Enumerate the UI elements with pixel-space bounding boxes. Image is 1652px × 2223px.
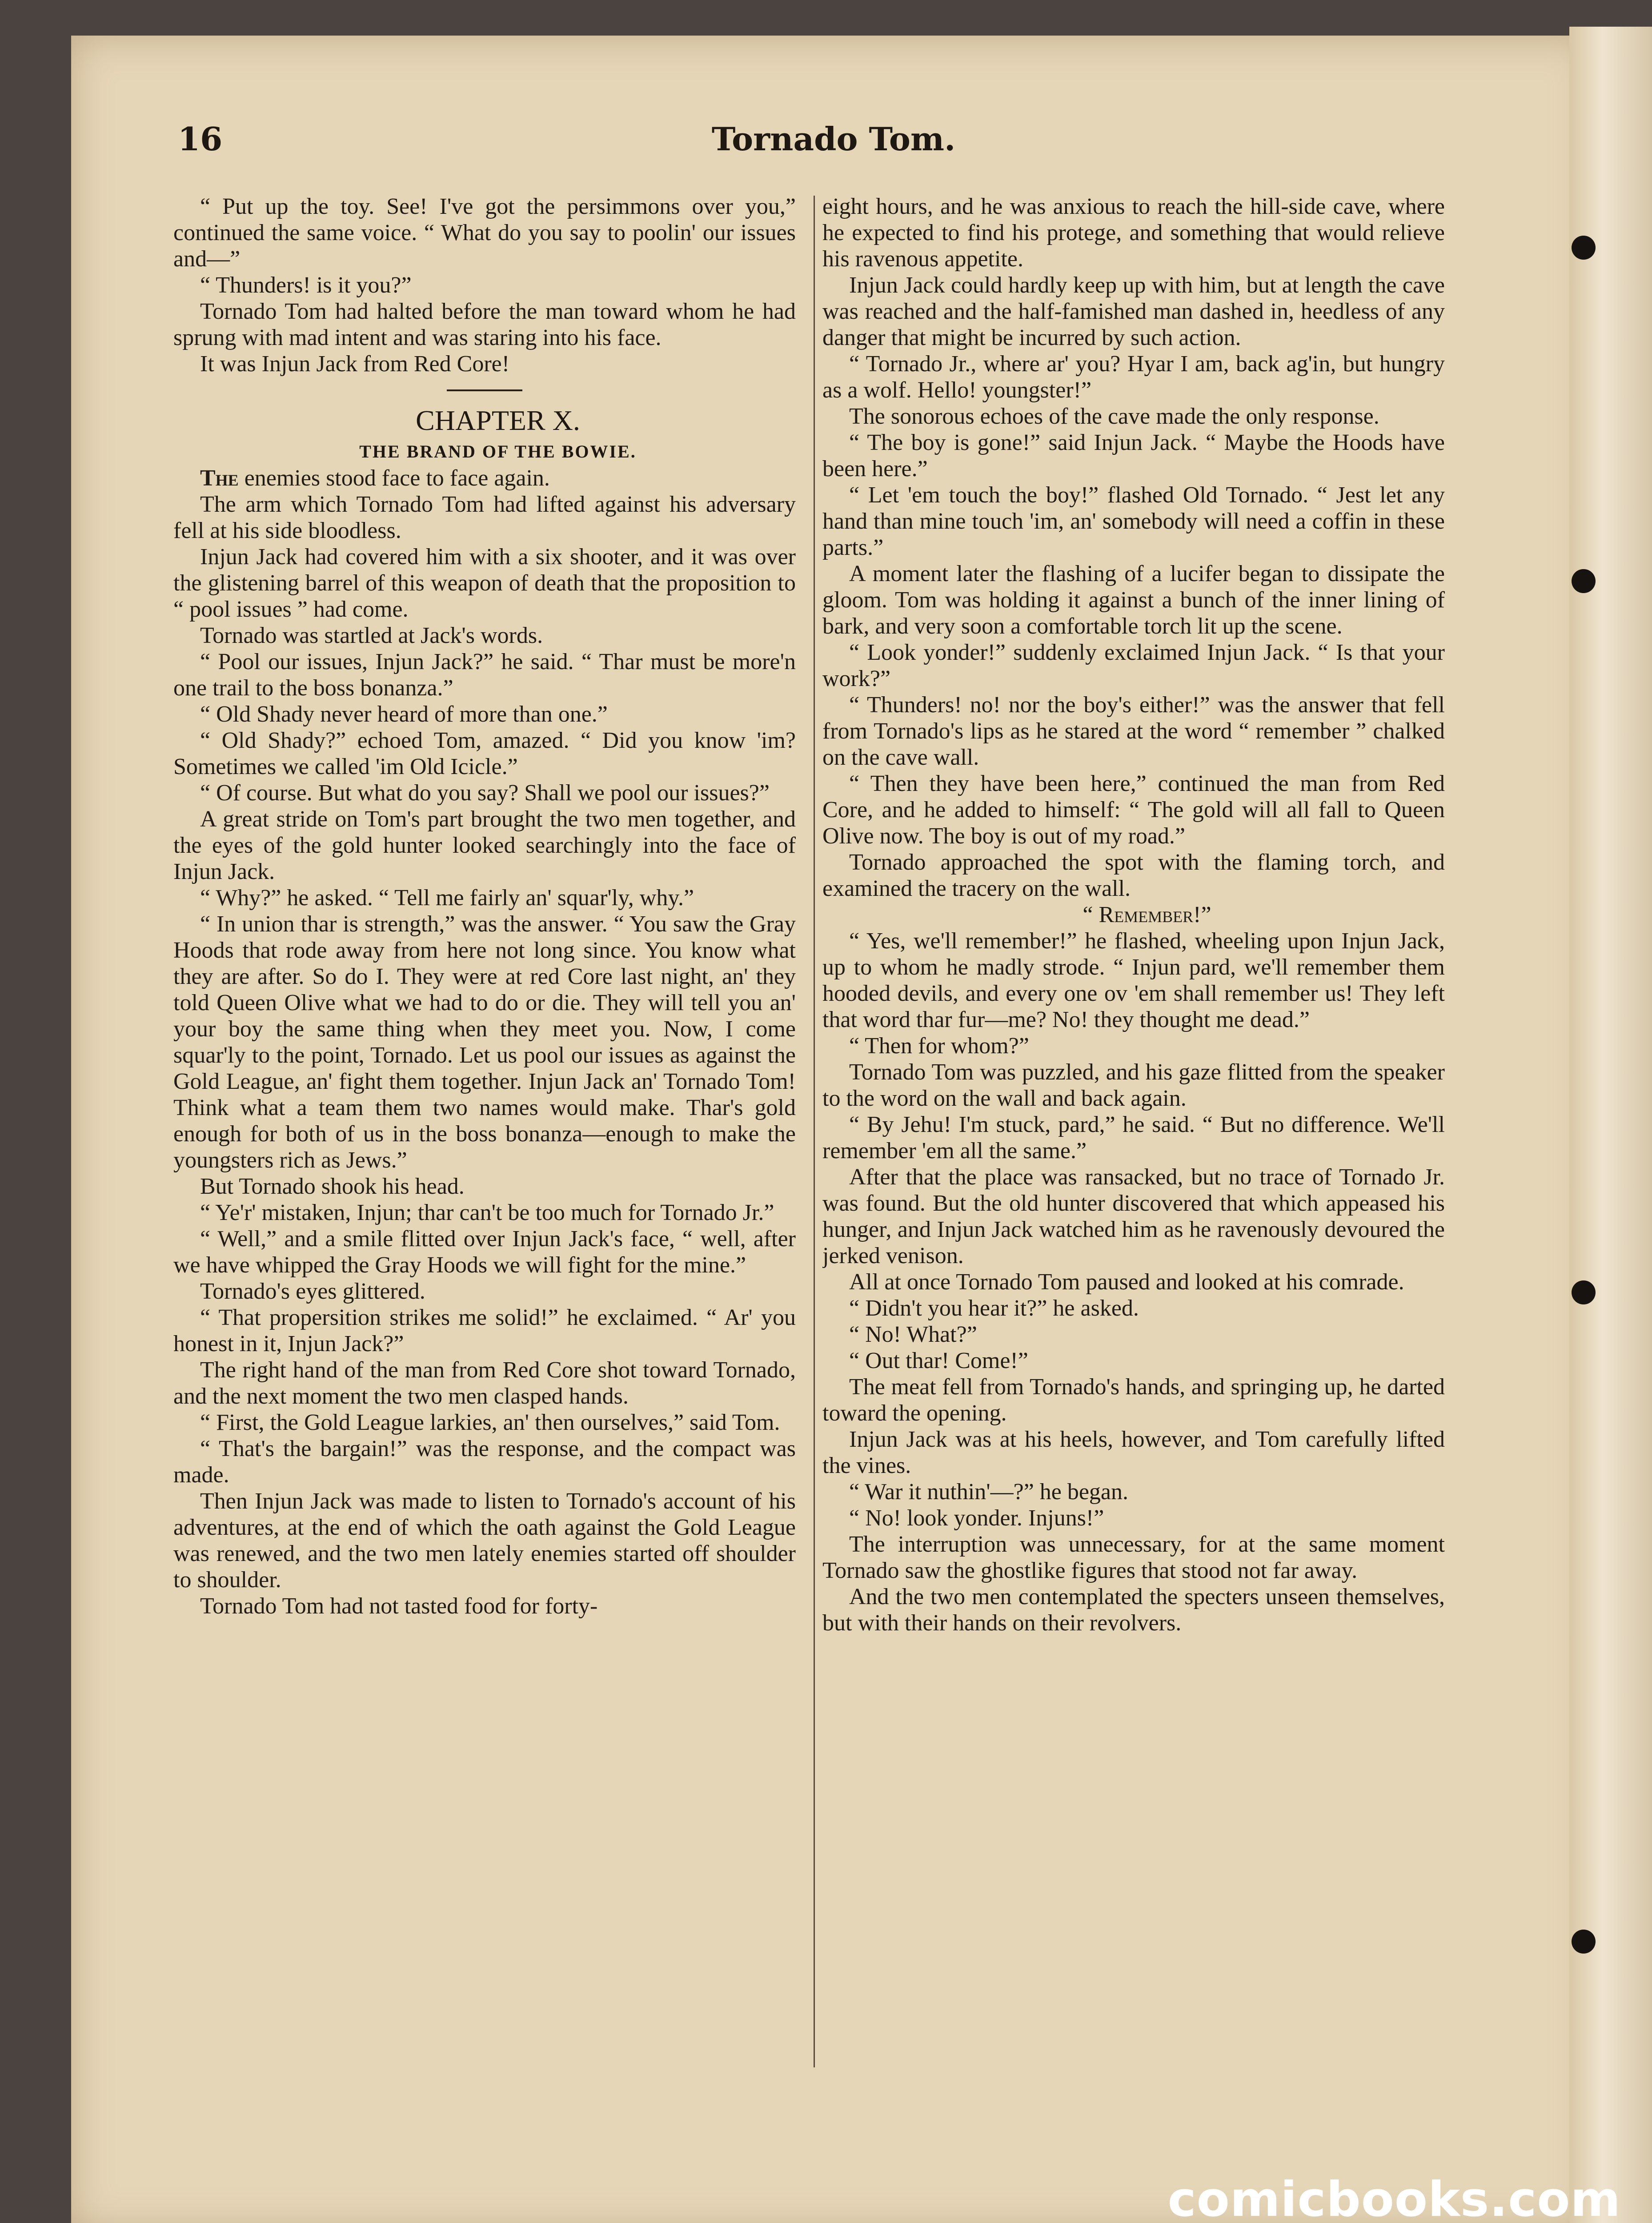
paragraph: “ That's the bargain!” was the response, and the compact was made. <box>173 1436 796 1488</box>
inscription-heading: “ Remember!” <box>1083 902 1211 927</box>
paragraph: “ The boy is gone!” said Injun Jack. “ Maybe the Hoods have been here.” <box>822 430 1445 482</box>
lead-word: The <box>200 465 239 491</box>
paragraph: Tornado Tom had halted before the man toward whom he had sprung with mad intent and was staring into his face. <box>173 299 796 350</box>
running-title: Tornado Tom. <box>711 120 956 158</box>
right-paragraphs-after <box>822 928 1445 1636</box>
paragraph: Tornado was startled at Jack's words. <box>200 623 543 648</box>
paragraph: eight hours, and he was anxious to reach the hill-side cave, where he expected to find his protege, and something that would relieve his ravenous appetite. <box>822 194 1445 272</box>
watermark-logo: comicbooks.com <box>1167 2172 1621 2223</box>
paragraph: And the two men contemplated the specters unseen themselves, but with their hands on their revolvers. <box>822 1584 1445 1636</box>
column-divider <box>814 196 815 2067</box>
paragraph: But Tornado shook his head. <box>200 1174 465 1199</box>
paragraph: Then Injun Jack was made to listen to Tornado's account of his adventures, at the end of which the oath against the Gold League was renewed, and the two men lately enemies started off shoulder to shoulder. <box>173 1489 796 1593</box>
paragraph: Tornado Tom had not tasted food for forty- <box>200 1593 598 1619</box>
chapter-subtitle: THE BRAND OF THE BOWIE. <box>359 441 637 461</box>
paragraph: “ Out thar! Come!” <box>849 1348 1028 1373</box>
paragraph: “ Ye'r' mistaken, Injun; thar can't be too much for Tornado Jr.” <box>200 1200 774 1225</box>
binding-hole <box>1572 1280 1596 1304</box>
paragraph: A moment later the flashing of a lucifer began to dissipate the gloom. Tom was holding it against a bunch of the inner lining of bark, and very soon a comfortable torch lit up the scene. <box>822 561 1445 639</box>
paragraph: Tornado's eyes glittered. <box>200 1279 425 1304</box>
page-header <box>178 111 1489 178</box>
section-separator <box>447 389 522 391</box>
paragraph: Injun Jack could hardly keep up with him, but at length the cave was reached and the half-famished man dashed in, heedless of any danger that might be incurred by such action. <box>822 273 1445 350</box>
binding-hole <box>1572 236 1596 260</box>
chapter-lead-paragraph <box>173 465 796 491</box>
paragraph: “ That propersition strikes me solid!” he exclaimed. “ Ar' you honest in it, Injun Jack?” <box>173 1305 796 1356</box>
paragraph: “ Old Shady?” echoed Tom, amazed. “ Did you know 'im? Sometimes we called 'im Old Icicle.” <box>173 728 796 779</box>
lead-text: enemies stood face to face again. <box>238 465 550 491</box>
paragraph: “ Why?” he asked. “ Tell me fairly an' squar'ly, why.” <box>200 885 694 911</box>
paragraph: “ Then they have been here,” continued the man from Red Core, and he added to himself: “ The gold will all fall to Queen Olive now. The boy is out of my road.” <box>822 771 1445 849</box>
binding-edge <box>1569 27 1652 2223</box>
paragraph: All at once Tornado Tom paused and looked at his comrade. <box>849 1269 1404 1295</box>
paragraph: “ Pool our issues, Injun Jack?” he said. “ Thar must be more'n one trail to the boss bonanza.” <box>173 649 796 701</box>
left-paragraphs-after <box>173 491 796 1619</box>
paragraph: “ By Jehu! I'm stuck, pard,” he said. “ But no difference. We'll remember 'em all the same.” <box>822 1112 1445 1164</box>
paragraph: Tornado Tom was puzzled, and his gaze flitted from the speaker to the word on the wall and back again. <box>822 1059 1445 1111</box>
paragraph: “ Thunders! no! nor the boy's either!” was the answer that fell from Tornado's lips as he stared at the word “ remember ” chalked on the cave wall. <box>822 692 1445 770</box>
paragraph: “ No! look yonder. Injuns!” <box>849 1505 1104 1531</box>
paragraph: “ Old Shady never heard of more than one.” <box>200 702 608 727</box>
paragraph: “ Yes, we'll remember!” he flashed, wheeling upon Injun Jack, up to whom he madly strode. “ Injun pard, we'll remember them hooded devils, and every one ov 'em shall remember us! They left that word thar fur—me? No! they thought me dead.” <box>822 928 1445 1032</box>
page-number: 16 <box>178 120 223 158</box>
right-paragraphs-before <box>822 193 1445 902</box>
paragraph: The arm which Tornado Tom had lifted against his adversary fell at his side bloodless. <box>173 492 796 543</box>
paragraph: “ Let 'em touch the boy!” flashed Old Tornado. “ Jest let any hand than mine touch 'im, an' somebody will need a coffin in these parts.” <box>822 482 1445 560</box>
paragraph: “ Well,” and a smile flitted over Injun Jack's face, “ well, after we have whipped the Gray Hoods we will fight for the mine.” <box>173 1226 796 1278</box>
paragraph: “ Tornado Jr., where ar' you? Hyar I am, back ag'in, but hungry as a wolf. Hello! youngster!” <box>822 351 1445 403</box>
paragraph: “ Look yonder!” suddenly exclaimed Injun Jack. “ Is that your work?” <box>822 640 1445 691</box>
chapter-title: CHAPTER X. <box>416 405 580 436</box>
paragraph: “ No! What?” <box>849 1322 977 1347</box>
paragraph: “ Thunders! is it you?” <box>200 273 412 298</box>
paragraph: The sonorous echoes of the cave made the only response. <box>849 404 1379 429</box>
binding-hole <box>1572 1930 1596 1954</box>
paragraph: The meat fell from Tornado's hands, and springing up, he darted toward the opening. <box>822 1374 1445 1426</box>
paragraph: “ War it nuthin'—?” he began. <box>849 1479 1129 1505</box>
paragraph: After that the place was ransacked, but no trace of Tornado Jr. was found. But the old hunter discovered that which appeased his hunger, and Injun Jack watched him as he ravenously devoured the jerked venison. <box>822 1164 1445 1268</box>
paragraph: “ In union thar is strength,” was the answer. “ You saw the Gray Hoods that rode away from here not long since. You know what they are after. So do I. They were at red Core last night, an' they told Queen Olive what we had to do or die. They will tell you an' your boy the same thing when they meet you. Now, I come squar'ly to the point, Tornado. Let us pool our issues as against the Gold League, an' fight them together. Injun Jack an' Tornado Tom! Think what a team them two names would make. Thar's gold enough for both of us in the boss bonanza—enough to make the youngsters rich as Jews.” <box>173 911 796 1173</box>
paragraph: “ Of course. But what do you say? Shall we pool our issues?” <box>200 780 770 806</box>
paragraph: “ Put up the toy. See! I've got the persimmons over you,” continued the same voice. “ What do you say to poolin' our issues and—” <box>173 194 796 272</box>
paragraph: A great stride on Tom's part brought the two men together, and the eyes of the gold hunter looked searchingly into the face of Injun Jack. <box>173 807 796 884</box>
paragraph: It was Injun Jack from Red Core! <box>200 351 510 377</box>
paragraph: “ Didn't you hear it?” he asked. <box>849 1296 1139 1321</box>
binding-hole <box>1572 569 1596 593</box>
paragraph: “ Then for whom?” <box>849 1033 1029 1059</box>
paragraph: “ First, the Gold League larkies, an' then ourselves,” said Tom. <box>200 1410 780 1435</box>
paragraph: Tornado approached the spot with the flaming torch, and examined the tracery on the wall. <box>822 850 1445 901</box>
left-column <box>173 193 796 2114</box>
paragraph: Injun Jack had covered him with a six shooter, and it was over the glistening barrel of this weapon of death that the proposition to “ pool issues ” had come. <box>173 544 796 622</box>
left-paragraphs-before <box>173 193 796 377</box>
paragraph: Injun Jack was at his heels, however, and Tom carefully lifted the vines. <box>822 1427 1445 1478</box>
paragraph: The right hand of the man from Red Core shot toward Tornado, and the next moment the two men clasped hands. <box>173 1357 796 1409</box>
paragraph: The interruption was unnecessary, for at the same moment Tornado saw the ghostlike figures that stood not far away. <box>822 1532 1445 1583</box>
right-column <box>822 193 1445 2114</box>
